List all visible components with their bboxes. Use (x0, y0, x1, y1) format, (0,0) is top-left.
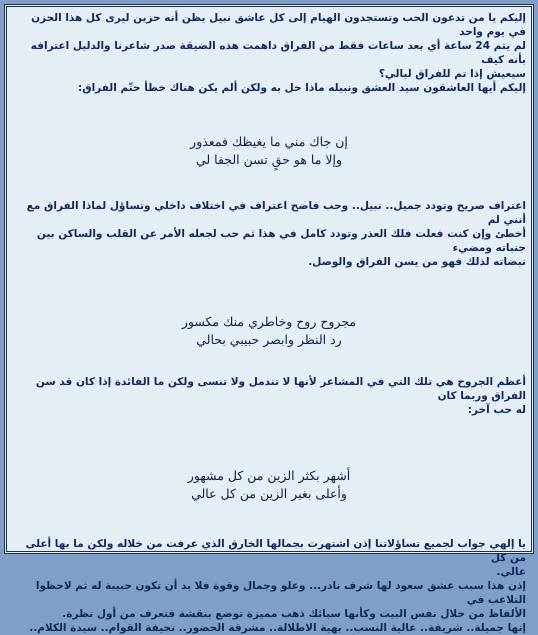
paragraph-line: له حب آخر: (467, 404, 526, 416)
paragraph-line: إذن هذا سبب عشق سعود لها شرف نادر... وعلو وجمال وقوة فلا بد أن تكون حبيبة له ثم لاحظوا التلاعب في (35, 580, 526, 606)
paragraph-line: عالي. (496, 566, 526, 578)
verse-line: أشهر بكثر الزين من كل مشهور (187, 468, 351, 483)
paragraph-line: لم يتم 24 ساعة أي بعد ساعات فقط من الفراق داهمت هذه الضيقة صدر شاعرنا والدليل اعترافه بأنه كيف (30, 40, 526, 66)
verse-1 (12, 133, 526, 169)
paragraph-2 (12, 199, 526, 269)
verse-line: مجروح روح وخاطري منك مكسور (181, 314, 357, 329)
article-panel (4, 4, 534, 634)
paragraph-line: أعظم الجروح هي تلك التي في المشاعر لأنها لا تندمل ولا تنسى ولكن ما الفائدة إذا كان قد سن الفراق وربما كان (35, 376, 526, 402)
paragraph-line: الألفاظ من خلال نفس البيت وكأنها سبائك ذهب مميزة توضع بنقشة فتعرف من أول نظرة. (62, 608, 526, 620)
paragraph-line: يا إلهي جواب لجميع تساؤلاتنا إذن اشتهرت بجمالها الخارق الذي عرفت من خلاله ولكن ما بها أعلى من كل (25, 538, 526, 564)
verse-2 (12, 313, 526, 349)
paragraph-line: إنها جميلة.. شريفة.. عالية النسب.. بهية الاطلالة.. مشرقة الحضور.. نحيفة القوام.. سيدة الكلام.. (29, 622, 526, 634)
paragraph-line: إليكم يا من تدعون الحب وتستجدون الهيام إلى كل عاشق نبيل يظن أنه حزين ليرى كل هذا الحزن في يوم واحد (31, 12, 526, 38)
verse-line: رد النظر وابصر حبيبي بحالي (196, 332, 342, 347)
verse-line: إن جاك مني ما يغيظك فمعذور (190, 134, 348, 149)
paragraph-line: سيعيش إذا تم للفراق ليالي؟ (378, 68, 526, 80)
paragraph-3 (12, 375, 526, 417)
paragraph-line: إليكم أيها العاشقون سيد العشق ونبيله ماذا حل به ولكن ألم يكن هناك خطأ حتّم الفراق: (78, 82, 526, 94)
paragraph-1 (12, 11, 526, 95)
verse-line: وإلا ما هو حقٍ تسن الجفا لي (195, 152, 343, 167)
paragraph-line: اعتراف صريح وتودد جميل.. نبيل.. وحب فاضح اعتراف في اختلاف داخلي وتساؤل لماذا الفراق مع أنني لم (26, 200, 526, 226)
paragraph-4 (12, 537, 526, 635)
article-body (12, 11, 526, 634)
paragraph-line: أخطئ وإن كنت فعلت فلك العذر وتودد كامل في هذا ثم حب لجعله الأمر عن القلب والساكن بين جنباته ومضيء (36, 228, 526, 254)
verse-line: وأعلى بغير الزين من كل عالي (191, 486, 347, 501)
verse-3 (12, 467, 526, 503)
paragraph-line: نبضاته لذلك فهو من يسن الفراق والوصل. (308, 256, 526, 268)
